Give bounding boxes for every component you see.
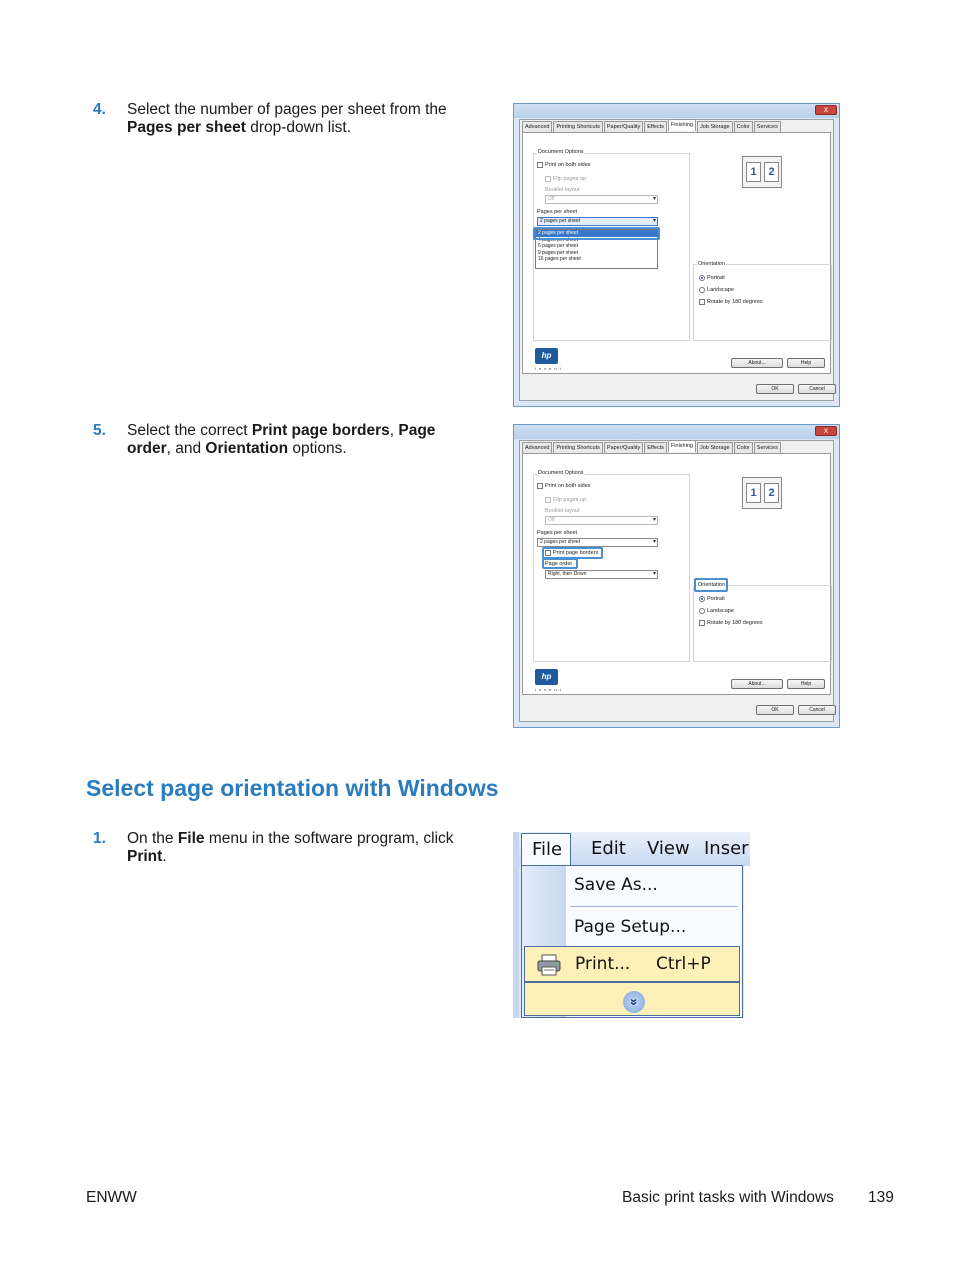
portrait-label: Portrait (707, 275, 725, 281)
landscape-radio[interactable] (699, 287, 705, 293)
booklet-layout-label: Booklet layout (545, 187, 580, 193)
tab-services[interactable]: Services (754, 121, 781, 133)
booklet-layout-select[interactable]: Off ▾ (545, 195, 658, 204)
portrait-radio[interactable] (699, 275, 705, 281)
tab-advanced[interactable]: Advanced (522, 442, 552, 454)
close-button[interactable]: x (815, 105, 837, 115)
print-shortcut: Ctrl+P (656, 954, 711, 974)
list-option[interactable]: 6 pages per sheet (538, 243, 579, 249)
menu-item-page-setup[interactable]: Page Setup... (574, 917, 687, 937)
pages-per-sheet-label: Pages per sheet (537, 530, 578, 536)
step-text: Select the number of pages per sheet from the Pages per sheet drop-down list. (127, 101, 447, 136)
step-text: On the File menu in the software program, click Print. (127, 830, 454, 865)
orientation-label: Orientation (698, 261, 725, 267)
step-text: Select the correct Print page borders, Page order, and Orientation options. (127, 422, 436, 457)
preview-page: 2 (764, 162, 779, 182)
page-number: 139 (868, 1189, 894, 1206)
list-option[interactable]: 2 pages per sheet (536, 230, 657, 237)
file-menu-screenshot (513, 832, 749, 1018)
preview-page: 2 (764, 483, 779, 503)
step-number: 5. (93, 422, 106, 439)
ok-button[interactable]: OK (756, 384, 794, 394)
tab-color[interactable]: Color (734, 121, 753, 133)
help-button[interactable]: Help (787, 679, 825, 689)
expand-chevron-icon: » (623, 991, 645, 1013)
finishing-panel (522, 132, 831, 374)
tab-finishing[interactable]: Finishing (668, 440, 696, 452)
about-button[interactable]: About... (731, 358, 783, 368)
print-label: Print... (575, 954, 631, 974)
tab-paper-quality[interactable]: Paper/Quality (604, 442, 643, 454)
printer-icon (537, 954, 561, 976)
print-both-sides-checkbox[interactable] (537, 162, 543, 168)
menu-bar (519, 832, 750, 866)
portrait-radio[interactable] (699, 596, 705, 602)
tab-job-storage[interactable]: Job Storage (697, 442, 733, 454)
tab-printing-shortcuts[interactable]: Printing Shortcuts (553, 121, 602, 133)
tab-services[interactable]: Services (754, 442, 781, 454)
pages-per-sheet-label: Pages per sheet (537, 209, 578, 215)
step-number: 1. (93, 830, 106, 847)
tab-color[interactable]: Color (734, 442, 753, 454)
finishing-panel (522, 453, 831, 695)
menu-separator (570, 906, 738, 907)
menu-item-print[interactable] (524, 946, 740, 982)
menu-item-save-as[interactable]: Save As... (574, 875, 658, 895)
hp-invent-text: invent (535, 366, 564, 371)
hp-logo: hp (535, 669, 558, 685)
menu-insert[interactable]: Inser (704, 838, 749, 859)
rotate-label: Rotate by 180 degrees (707, 620, 763, 626)
menu-expand[interactable] (524, 982, 740, 1016)
menu-file[interactable]: File (521, 833, 571, 867)
tab-job-storage[interactable]: Job Storage (697, 121, 733, 133)
tab-finishing[interactable]: Finishing (668, 119, 696, 131)
flip-pages-checkbox[interactable] (545, 497, 551, 503)
flip-pages-label: Flip pages up (553, 497, 587, 503)
document-options-label: Document Options (538, 470, 584, 476)
portrait-label: Portrait (707, 596, 725, 602)
step-number: 4. (93, 101, 106, 118)
page-order-select[interactable]: Right, then Down ▾ (545, 570, 658, 579)
booklet-layout-select[interactable]: Off ▾ (545, 516, 658, 525)
flip-pages-checkbox[interactable] (545, 176, 551, 182)
cancel-button[interactable]: Cancel (798, 384, 836, 394)
print-both-sides-checkbox[interactable] (537, 483, 543, 489)
tab-printing-shortcuts[interactable]: Printing Shortcuts (553, 442, 602, 454)
menu-view[interactable]: View (647, 838, 690, 859)
ok-button[interactable]: OK (756, 705, 794, 715)
tab-effects[interactable]: Effects (644, 442, 667, 454)
print-both-sides-label: Print on both sides (545, 483, 591, 489)
highlight-box (694, 578, 728, 592)
list-option[interactable]: 16 pages per sheet (538, 256, 581, 262)
orientation-label: Orientation (698, 582, 725, 588)
file-dropdown (521, 865, 743, 1018)
section-title: Select page orientation with Windows (86, 775, 499, 801)
rotate-checkbox[interactable] (699, 620, 705, 626)
printer-properties-dialog (513, 103, 840, 407)
footer-chapter: Basic print tasks with Windows (622, 1189, 834, 1206)
preview-page: 1 (746, 483, 761, 503)
printer-properties-dialog (513, 424, 840, 728)
highlight-box (542, 558, 578, 569)
layout-preview (742, 156, 782, 188)
highlight-box (533, 227, 660, 240)
cancel-button[interactable]: Cancel (798, 705, 836, 715)
print-page-borders-label: Print page borders (553, 550, 599, 556)
list-option[interactable]: 4 pages per sheet (538, 236, 579, 243)
pages-per-sheet-select[interactable]: 2 pages per sheet ▾ (537, 217, 658, 226)
pages-per-sheet-select[interactable]: 2 pages per sheet ▾ (537, 538, 658, 547)
list-option[interactable]: 9 pages per sheet (538, 249, 579, 256)
page-order-label: Page order (545, 561, 573, 567)
booklet-layout-label: Booklet layout (545, 508, 580, 514)
footer-left: ENWW (86, 1189, 137, 1206)
about-button[interactable]: About... (731, 679, 783, 689)
hp-invent-text: invent (535, 687, 564, 692)
tab-paper-quality[interactable]: Paper/Quality (604, 121, 643, 133)
layout-preview (742, 477, 782, 509)
menu-edit[interactable]: Edit (591, 838, 626, 859)
tab-advanced[interactable]: Advanced (522, 121, 552, 133)
tab-effects[interactable]: Effects (644, 121, 667, 133)
landscape-label: Landscape (707, 287, 734, 293)
flip-pages-label: Flip pages up (553, 176, 587, 182)
preview-page: 1 (746, 162, 761, 182)
rotate-label: Rotate by 180 degrees (707, 299, 763, 305)
landscape-radio[interactable] (699, 608, 705, 614)
landscape-label: Landscape (707, 608, 734, 614)
print-both-sides-label: Print on both sides (545, 162, 591, 168)
close-button[interactable]: x (815, 426, 837, 436)
hp-logo: hp (535, 348, 558, 364)
document-options-label: Document Options (538, 149, 584, 155)
help-button[interactable]: Help (787, 358, 825, 368)
rotate-checkbox[interactable] (699, 299, 705, 305)
